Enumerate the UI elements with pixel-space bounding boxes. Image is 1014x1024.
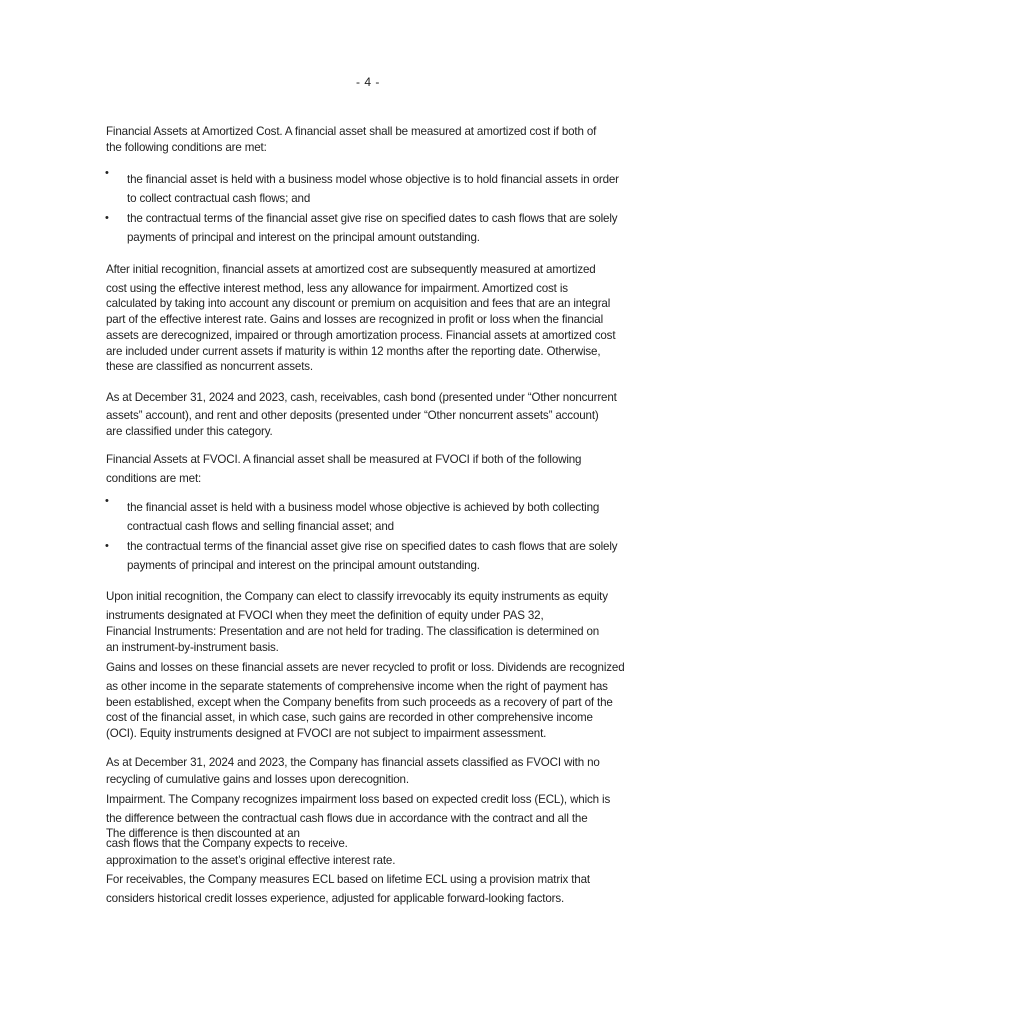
paragraph-line: part of the effective interest rate. Gains and losses are recognized in profit or loss when the financial bbox=[106, 313, 604, 326]
paragraph-line: the following conditions are met: bbox=[106, 141, 267, 154]
paragraph-line: are included under current assets if maturity is within 12 months after the reporting date. Otherwise, bbox=[106, 345, 601, 358]
paragraph-line: The difference is then discounted at an bbox=[106, 827, 300, 840]
paragraph-line: After initial recognition, financial assets at amortized cost are subsequently measured at amortized bbox=[106, 263, 596, 276]
paragraph-line: Upon initial recognition, the Company can elect to classify irrevocably its equity instruments as equity bbox=[106, 590, 608, 603]
paragraph-line: cost using the effective interest method, less any allowance for impairment. Amortized cost is bbox=[106, 282, 568, 295]
paragraph-line: are classified under this category. bbox=[106, 425, 273, 438]
bullet-line: payments of principal and interest on the principal amount outstanding. bbox=[127, 559, 480, 572]
paragraph-line: Financial Assets at Amortized Cost. A financial asset shall be measured at amortized cost if both of bbox=[106, 125, 597, 138]
paragraph-line: as other income in the separate statements of comprehensive income when the right of payment has bbox=[106, 680, 608, 693]
paragraph-line: As at December 31, 2024 and 2023, cash, receivables, cash bond (presented under “Other noncurrent bbox=[106, 391, 617, 404]
paragraph-line: Impairment. The Company recognizes impairment loss based on expected credit loss (ECL), which is bbox=[106, 793, 611, 806]
bullet-line: the contractual terms of the financial asset give rise on specified dates to cash flows that are solely bbox=[127, 540, 618, 553]
paragraph-line: cash flows that the Company expects to receive. bbox=[106, 837, 348, 850]
page-number: - 4 - bbox=[356, 75, 380, 89]
paragraph-line: (OCI). Equity instruments designed at FVOCI are not subject to impairment assessment. bbox=[106, 727, 547, 740]
paragraph-line: Financial Assets at FVOCI. A financial asset shall be measured at FVOCI if both of the following bbox=[106, 453, 582, 466]
paragraph-line: As at December 31, 2024 and 2023, the Company has financial assets classified as FVOCI with no bbox=[106, 756, 600, 769]
bullet-line: to collect contractual cash flows; and bbox=[127, 192, 311, 205]
paragraph-line: an instrument-by-instrument basis. bbox=[106, 641, 279, 654]
bullet-icon: • bbox=[105, 495, 109, 507]
paragraph-line: considers historical credit losses experience, adjusted for applicable forward-looking factors. bbox=[106, 892, 565, 905]
paragraph-line: the difference between the contractual cash flows due in accordance with the contract and all the bbox=[106, 812, 588, 825]
bullet-icon: • bbox=[105, 212, 109, 224]
bullet-line: the financial asset is held with a business model whose objective is to hold financial assets in order bbox=[127, 173, 619, 186]
bullet-icon: • bbox=[105, 540, 109, 552]
paragraph-line: instruments designated at FVOCI when they meet the definition of equity under PAS 32, bbox=[106, 609, 544, 622]
paragraph-line: been established, except when the Company benefits from such proceeds as a recovery of part of the bbox=[106, 696, 613, 709]
paragraph-line: assets are derecognized, impaired or through amortization process. Financial assets at amortized cost bbox=[106, 329, 616, 342]
paragraph-line: For receivables, the Company measures ECL based on lifetime ECL using a provision matrix that bbox=[106, 873, 590, 886]
paragraph-line: Financial Instruments: Presentation and are not held for trading. The classification is determined on bbox=[106, 625, 600, 638]
bullet-line: the contractual terms of the financial asset give rise on specified dates to cash flows that are solely bbox=[127, 212, 618, 225]
paragraph-line: cost of the financial asset, in which case, such gains are recorded in other comprehensive income bbox=[106, 711, 593, 724]
paragraph-line: conditions are met: bbox=[106, 472, 202, 485]
paragraph-line: assets” account), and rent and other deposits (presented under “Other noncurrent assets” account) bbox=[106, 409, 599, 422]
paragraph-line: calculated by taking into account any discount or premium on acquisition and fees that are an integral bbox=[106, 297, 611, 310]
bullet-icon: • bbox=[105, 167, 109, 179]
bullet-line: payments of principal and interest on the principal amount outstanding. bbox=[127, 231, 480, 244]
bullet-line: contractual cash flows and selling financial asset; and bbox=[127, 520, 394, 533]
bullet-line: the financial asset is held with a business model whose objective is achieved by both collecting bbox=[127, 501, 600, 514]
paragraph-line: these are classified as noncurrent assets. bbox=[106, 360, 314, 373]
paragraph-line: recycling of cumulative gains and losses upon derecognition. bbox=[106, 773, 409, 786]
paragraph-line: Gains and losses on these financial assets are never recycled to profit or loss. Dividends are recognized bbox=[106, 661, 625, 674]
paragraph-line: approximation to the asset’s original effective interest rate. bbox=[106, 854, 396, 867]
